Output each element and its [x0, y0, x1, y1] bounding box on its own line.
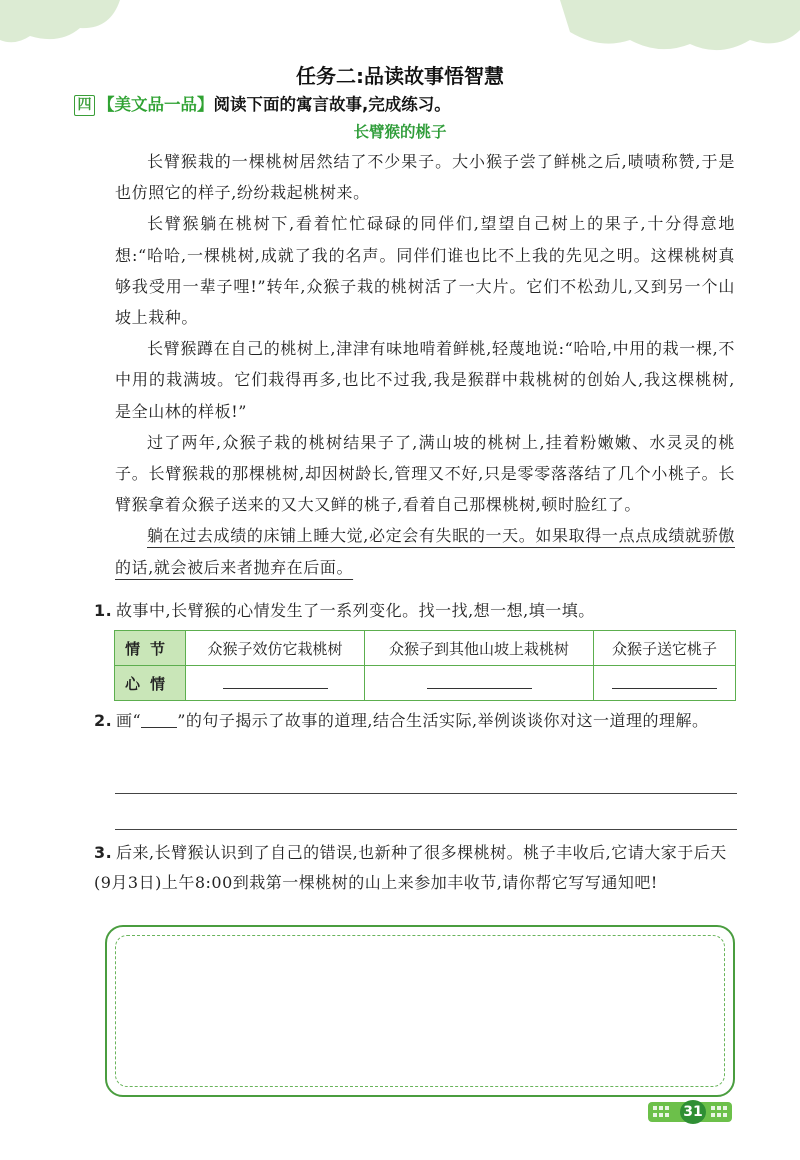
story-paragraph: 长臂猴栽的一棵桃树居然结了不少果子。大小猴子尝了鲜桃之后,啧啧称赞,于是也仿照它的样子,纷纷栽起桃树来。 [115, 152, 735, 203]
table-cell-plot: 众猴子送它桃子 [594, 631, 736, 666]
question-text: 后来,长臂猴认识到了自己的错误,也新种了很多棵桃树。桃子丰收后,它请大家于后天(9月3日)上午8:00到栽第一棵桃树的山上来参加丰收节,请你帮它写写通知吧! [94, 843, 727, 892]
notice-inner-border [115, 935, 725, 1087]
story-title: 长臂猴的桃子 [353, 123, 447, 141]
table-header-mood: 心情 [115, 666, 186, 701]
table-cell-plot: 众猴子到其他山坡上栽桃树 [365, 631, 594, 666]
story-paragraph: 长臂猴蹲在自己的桃树上,津津有味地啃着鲜桃,轻蔑地说:“哈哈,中用的栽一棵,不中用的栽满坡。它们栽得再多,也比不过我,我是猴群中栽桃树的创始人,我这棵桃树,是全山林的样板!” [115, 339, 735, 421]
answer-blank[interactable] [612, 674, 717, 689]
section-instruction: 阅读下面的寓言故事,完成练习。 [213, 95, 451, 114]
table-cell-plot: 众猴子效仿它栽桃树 [186, 631, 365, 666]
story-moral: 躺在过去成绩的床铺上睡大觉,必定会有失眠的一天。如果取得一点点成绩就骄傲的话,就会被后来者抛弃在后面。 [115, 526, 735, 577]
question-text-after: ”的句子揭示了故事的道理,结合生活实际,举例谈谈你对这一道理的理解。 [177, 711, 709, 730]
answer-blank[interactable] [223, 674, 328, 689]
question-3 [94, 838, 738, 898]
story-body [115, 146, 735, 583]
mood-answer-cell[interactable] [186, 666, 365, 701]
table-header-plot: 情节 [115, 631, 186, 666]
answer-line[interactable] [115, 829, 737, 830]
mood-answer-cell[interactable] [594, 666, 736, 701]
question-1 [94, 596, 738, 626]
cloud-decoration [0, 0, 800, 60]
section-header [74, 91, 451, 116]
question-number: 2. [94, 711, 113, 730]
task-title: 任务二:品读故事悟智慧 [296, 64, 504, 88]
underline-sample [141, 713, 177, 728]
answer-blank[interactable] [427, 674, 532, 689]
page-number: 31 [680, 1100, 706, 1124]
mood-answer-cell[interactable] [365, 666, 594, 701]
section-number-badge: 四 [74, 95, 95, 116]
story-paragraph: 长臂猴躺在桃树下,看着忙忙碌碌的同伴们,望望自己树上的果子,十分得意地想:“哈哈,一棵桃树,成就了我的名声。同伴们谁也比不上我的先见之明。这棵桃树真够我受用一辈子哩!”转年,众猴子栽的桃树活了一大片。它们不松劲儿,又到另一个山坡上栽种。 [115, 214, 735, 328]
question-2 [94, 706, 738, 736]
question-text-before: 画“ [116, 711, 142, 730]
mood-table [114, 630, 736, 701]
question-text: 故事中,长臂猴的心情发生了一系列变化。找一找,想一想,填一填。 [116, 601, 595, 620]
story-paragraph: 过了两年,众猴子栽的桃树结果子了,满山坡的桃树上,挂着粉嫩嫩、水灵灵的桃子。长臂猴栽的那棵桃树,却因树龄长,管理又不好,只是零零落落结了几个小桃子。长臂猴拿着众猴子送来的又大又鲜的桃子,看着自己那棵桃树,顿时脸红了。 [115, 432, 735, 515]
answer-line[interactable] [115, 793, 737, 794]
question-number: 3. [94, 843, 113, 862]
question-number: 1. [94, 601, 113, 620]
section-tag: 【美文品一品】 [98, 95, 214, 114]
notice-writing-box[interactable] [105, 925, 735, 1097]
